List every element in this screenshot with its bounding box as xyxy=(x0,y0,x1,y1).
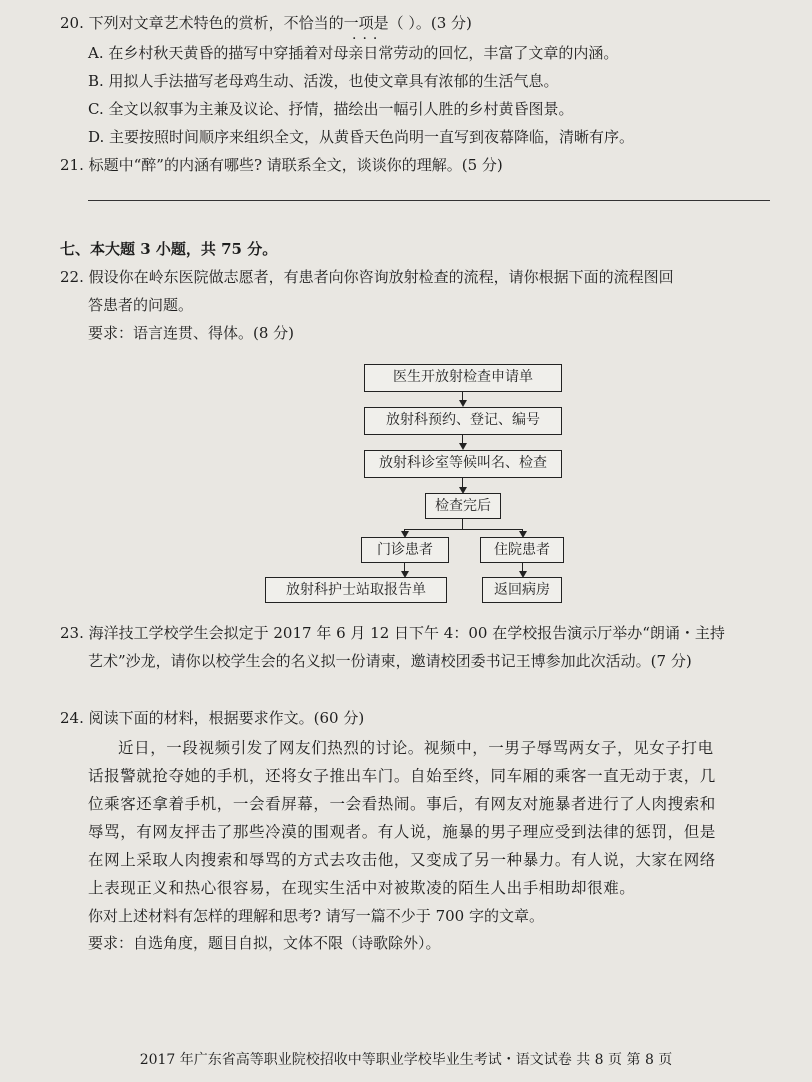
q20-option-d: D. 主要按照时间顺序来组织全文，从黄昏天色尚明一直写到夜幕降临，清晰有序。 xyxy=(88,128,635,146)
flow-end-return-ward: 返回病房 xyxy=(482,577,562,603)
flow-step-examine: 放射科诊室等候叫名、检查 xyxy=(364,450,562,478)
flow-step-done: 检查完后 xyxy=(425,493,501,519)
flow-connector xyxy=(462,519,463,529)
flow-branch-outpatient: 门诊患者 xyxy=(361,537,449,563)
q20-option-b: B. 用拟人手法描写老母鸡生动、活泼，也使文章具有浓郁的生活气息。 xyxy=(88,72,559,90)
q24-material-line: 在网上采取人肉搜索和辱骂的方式去攻击他，又变成了另一种暴力。有人说，大家在网络 xyxy=(88,851,716,869)
q24-material-line: 话报警就抢夺她的手机，还将女子推出车门。自始至终，同车厢的乘客一直无动于衷，几 xyxy=(88,767,716,785)
flow-step-register: 放射科预约、登记、编号 xyxy=(364,407,562,435)
flow-end-pickup-report: 放射科护士站取报告单 xyxy=(265,577,447,603)
flow-split xyxy=(404,529,522,530)
q24-stem: 24. 阅读下面的材料，根据要求作文。(60 分) xyxy=(60,709,365,727)
q24-prompt: 你对上述材料有怎样的理解和思考? 请写一篇不少于 700 字的文章。 xyxy=(88,907,544,925)
q20-option-c: C. 全文以叙事为主兼及议论、抒情，描绘出一幅引人胜的乡村黄昏图景。 xyxy=(88,100,574,118)
q24-material-line: 上表现正义和热心很容易，在现实生活中对被欺凌的陌生人出手相助却很难。 xyxy=(88,879,636,897)
q24-material-line: 辱骂，有网友抨击了那些冷漠的围观者。有人说，施暴的男子理应受到法律的惩罚，但是 xyxy=(88,823,716,841)
flow-step-apply: 医生开放射检查申请单 xyxy=(364,364,562,392)
section-7-title: 七、本大题 3 小题，共 75 分。 xyxy=(60,240,278,258)
q21-stem: 21. 标题中“醉”的内涵有哪些? 请联系全文，谈谈你的理解。(5 分) xyxy=(60,156,503,174)
flow-arrow xyxy=(459,443,467,450)
q23-stem-line2: 艺术”沙龙，请你以校学生会的名义拟一份请柬，邀请校团委书记王博参加此次活动。(7 分) xyxy=(88,652,692,670)
flow-arrow xyxy=(459,400,467,407)
emphasis-dots: ··· xyxy=(352,31,384,47)
flow-branch-inpatient: 住院患者 xyxy=(480,537,564,563)
q24-material-line: 位乘客还拿着手机，一会看屏幕，一会看热闹。事后，有网友对施暴者进行了人肉搜索和 xyxy=(88,795,716,813)
q20-option-a: A. 在乡村秋天黄昏的描写中穿插着对母亲日常劳动的回忆，丰富了文章的内涵。 xyxy=(88,44,619,62)
q23-stem-line1: 23. 海洋技工学校学生会拟定于 2017 年 6 月 12 日下午 4：00 在学校报告演示厅举办“朗诵・主持 xyxy=(60,624,725,642)
q24-requirement: 要求：自选角度，题目自拟，文体不限（诗歌除外）。 xyxy=(88,934,441,952)
q22-stem-line2: 答患者的问题。 xyxy=(88,296,194,314)
page-footer: 2017 年广东省高等职业院校招收中等职业学校毕业生考试・语文试卷 共 8 页 第 8 页 xyxy=(139,1052,673,1068)
q22-requirement: 要求：语言连贯、得体。(8 分) xyxy=(88,324,295,342)
q24-material-line: 近日，一段视频引发了网友们热烈的讨论。视频中，一男子辱骂两女子，见女子打电 xyxy=(118,739,714,757)
q20-stem: 20. 下列对文章艺术特色的赏析，不恰当的一项是（ ）。(3 分) xyxy=(60,14,472,32)
q22-stem-line1: 22. 假设你在岭东医院做志愿者，有患者向你咨询放射检查的流程，请你根据下面的流程图回 xyxy=(60,268,674,286)
answer-line xyxy=(88,200,770,201)
